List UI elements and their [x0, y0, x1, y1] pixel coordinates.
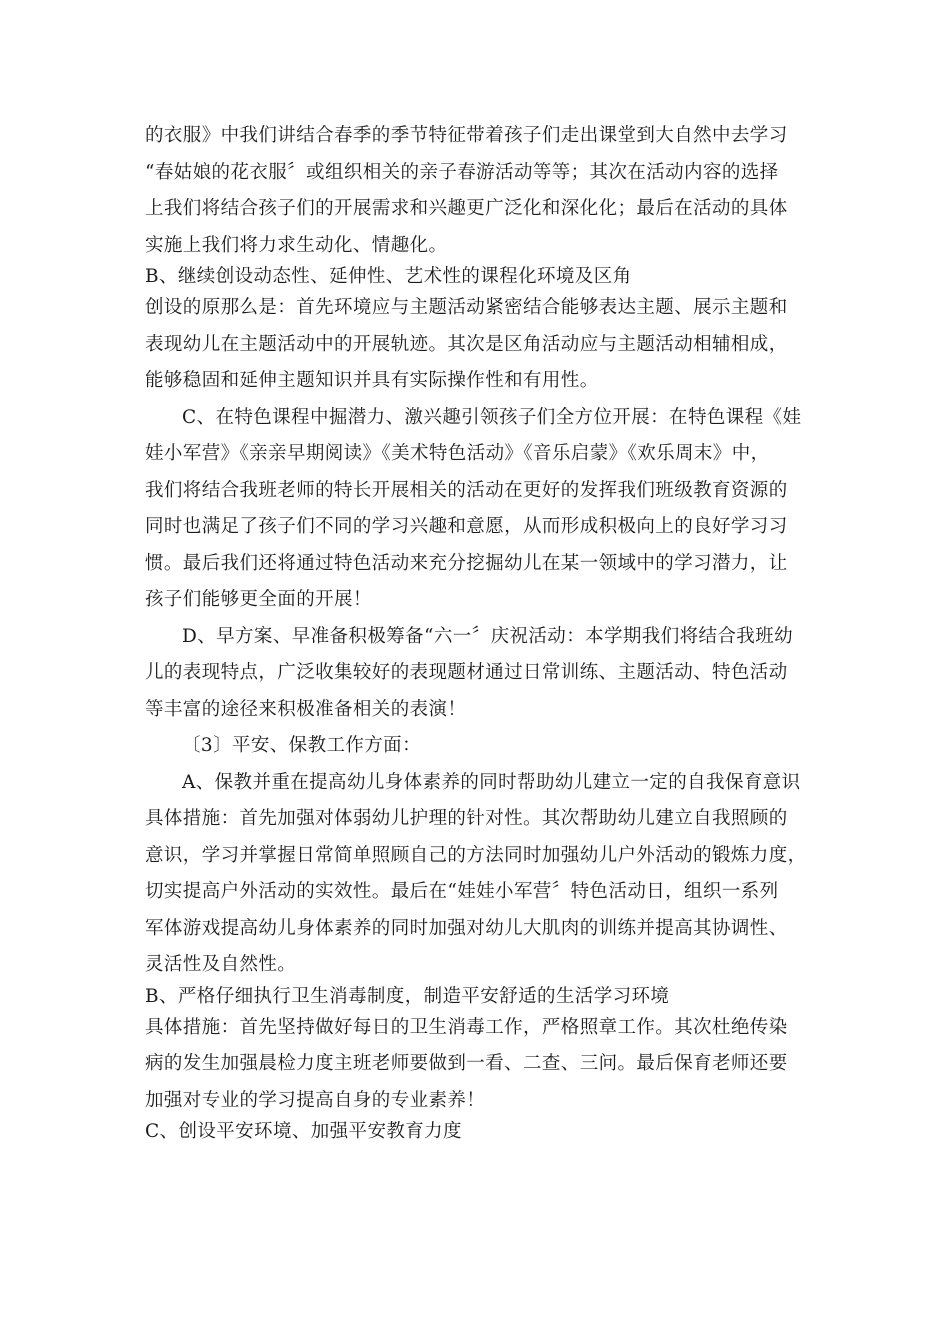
text-line: D、早方案、早准备积极筹备“六一〞庆祝活动：本学期我们将结合我班幼 [182, 625, 793, 647]
text-line: 〔3〕平安、保教工作方面： [182, 735, 421, 756]
paragraph [145, 118, 810, 264]
paragraph [145, 400, 810, 619]
text-line: 加强对专业的学习提高自身的专业素养！ [145, 1089, 486, 1111]
section-heading [145, 264, 810, 290]
document-body [145, 118, 810, 1145]
text-line: 儿的表现特点，广泛收集较好的表现题材通过日常训练、主题活动、特色活动 [145, 662, 788, 683]
text-line: B、继续创设动态性、延伸性、艺术性的课程化环境及区角 [145, 266, 632, 287]
text-line: C、在特色课程中掘潜力、激兴趣引领孩子们全方位开展：在特色课程《娃 [182, 406, 802, 428]
paragraph [145, 619, 810, 729]
text-line: A、保教并重在提高幼儿身体素养的同时帮助幼儿建立一定的自我保育意识 [182, 771, 801, 793]
text-line: 切实提高户外活动的实效性。最后在“娃娃小军营〞特色活动日，组织一系列 [145, 881, 779, 902]
text-line: 病的发生加强晨检力度主班老师要做到一看、二查、三问。最后保育老师还要 [145, 1053, 788, 1074]
text-line: 创设的原那么是：首先环境应与主题活动紧密结合能够表达主题、展示主题和 [145, 297, 788, 318]
text-line: 同时也满足了孩子们不同的学习兴趣和意愿，从而形成积极向上的良好学习习 [145, 516, 788, 537]
section-heading [145, 984, 810, 1010]
text-line: 娃小军营》《亲亲早期阅读》《美术特色活动》《音乐启蒙》《欢乐周末》中， [145, 443, 770, 464]
text-line: 的衣服》中我们讲结合春季的季节特征带着孩子们走出课堂到大自然中去学习 [145, 125, 788, 146]
paragraph [145, 801, 810, 984]
text-line: 灵活性及自然性。 [145, 954, 297, 975]
text-line: 我们将结合我班老师的特长开展相关的活动在更好的发挥我们班级教育资源的 [145, 479, 788, 501]
text-line: 军体游戏提高幼儿身体素养的同时加强对幼儿大肌肉的训练并提高其协调性、 [145, 917, 788, 939]
text-line: B、严格仔细执行卫生消毒制度，制造平安舒适的生活学习环境 [145, 985, 670, 1007]
paragraph [145, 290, 810, 400]
text-line: 能够稳固和延伸主题知识并具有实际操作性和有用性。 [145, 370, 599, 391]
section-heading [145, 1119, 810, 1145]
section-heading [145, 728, 810, 765]
text-line: 上我们将结合孩子们的开展需求和兴趣更广泛化和深化化；最后在活动的具体 [145, 198, 788, 219]
text-line: C、创设平安环境、加强平安教育力度 [145, 1121, 462, 1142]
paragraph [145, 1010, 810, 1120]
text-line: 具体措施：首先坚持做好每日的卫生消毒工作，严格照章工作。其次杜绝传染 [145, 1016, 788, 1038]
text-line: 惯。最后我们还将通过特色活动来充分挖掘幼儿在某一领域中的学习潜力，让 [145, 552, 788, 574]
text-line: 表现幼儿在主题活动中的开展轨迹。其次是区角活动应与主题活动相辅相成， [145, 333, 788, 355]
text-line: 意识，学习并掌握日常简单照顾自己的方法同时加强幼儿户外活动的锻炼力度， [145, 844, 807, 866]
text-line: 孩子们能够更全面的开展！ [145, 589, 372, 610]
text-line: “春姑娘的花衣服〞或组织相关的亲子春游活动等等；其次在活动内容的选择 [145, 161, 779, 183]
text-line: 具体措施：首先加强对体弱幼儿护理的针对性。其次帮助幼儿建立自我照顾的 [145, 808, 788, 829]
paragraph [145, 765, 810, 802]
text-line: 等丰富的途径来积极准备相关的表演！ [145, 698, 467, 720]
text-line: 实施上我们将力求生动化、情趣化。 [145, 234, 448, 256]
